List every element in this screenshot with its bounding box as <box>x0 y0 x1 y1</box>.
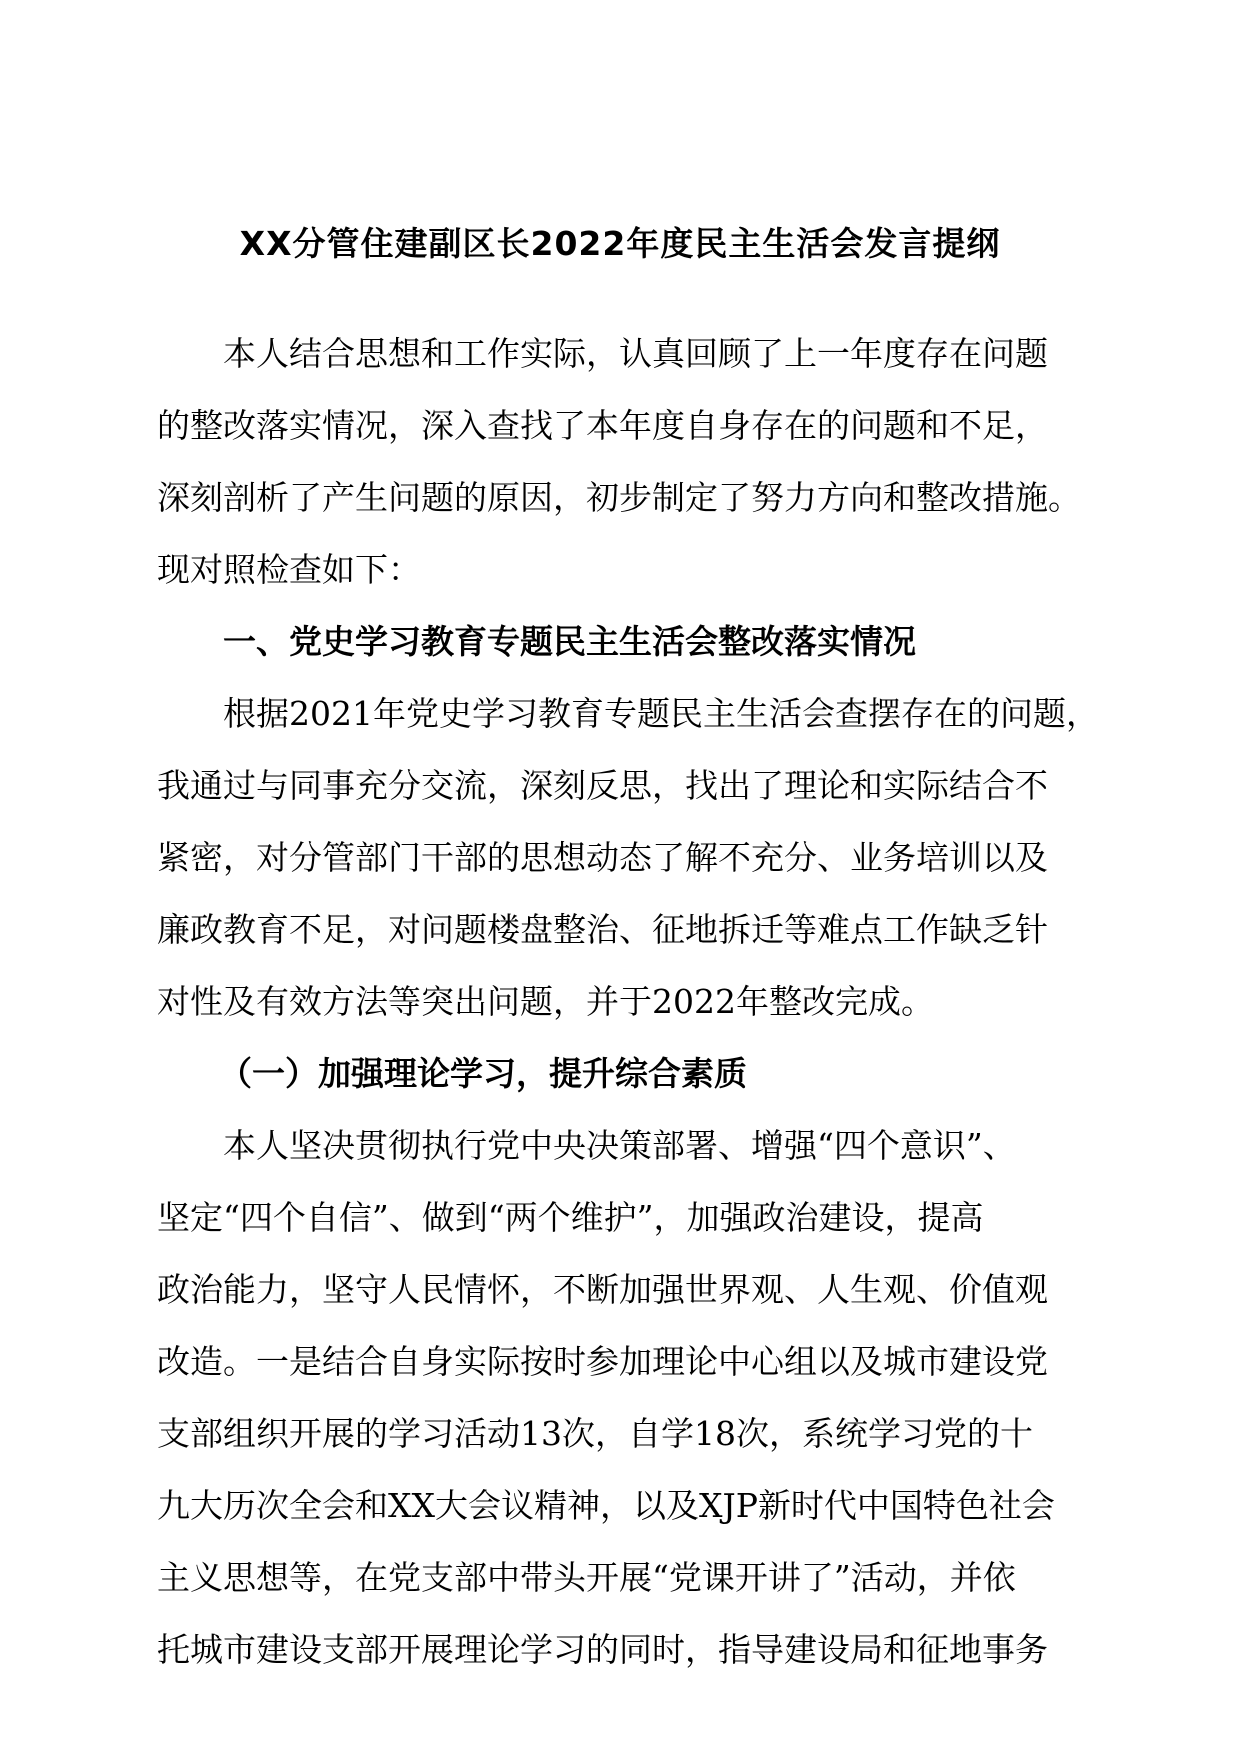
paragraph-line: 紧密，对分管部门干部的思想动态了解不充分、业务培训以及 <box>157 838 1048 877</box>
paragraph-line: 改造。一是结合自身实际按时参加理论中心组以及城市建设党 <box>157 1342 1048 1381</box>
paragraph-line: 九大历次全会和XX大会议精神，以及XJP新时代中国特色社会 <box>157 1486 1055 1525</box>
paragraph-line: 的整改落实情况，深入查找了本年度自身存在的问题和不足， <box>157 406 1048 445</box>
paragraph-line: 本人坚决贯彻执行党中央决策部署、增强“四个意识”、 <box>223 1126 1016 1165</box>
paragraph-line: 主义思想等，在党支部中带头开展“党课开讲了”活动，并依 <box>157 1558 1016 1597</box>
paragraph-line: 坚定“四个自信”、做到“两个维护”，加强政治建设，提高 <box>157 1198 984 1237</box>
paragraph-line: 支部组织开展的学习活动13次，自学18次，系统学习党的十 <box>157 1414 1033 1453</box>
paragraph-line: 托城市建设支部开展理论学习的同时，指导建设局和征地事务 <box>157 1630 1048 1669</box>
section-heading: 一、党史学习教育专题民主生活会整改落实情况 <box>223 622 916 661</box>
paragraph-line: 深刻剖析了产生问题的原因，初步制定了努力方向和整改措施。 <box>157 478 1081 517</box>
paragraph-line: 现对照检查如下： <box>157 550 421 589</box>
paragraph-line: 廉政教育不足，对问题楼盘整治、征地拆迁等难点工作缺乏针 <box>157 910 1048 949</box>
paragraph-line: 对性及有效方法等突出问题，并于2022年整改完成。 <box>157 982 934 1021</box>
paragraph-line: 政治能力，坚守人民情怀，不断加强世界观、人生观、价值观 <box>157 1270 1048 1309</box>
paragraph-line: 根据2021年党史学习教育专题民主生活会查摆存在的问题， <box>223 694 1099 733</box>
document-title: XX分管住建副区长2022年度民主生活会发言提纲 <box>239 224 1001 263</box>
subsection-heading: （一）加强理论学习，提升综合素质 <box>219 1054 747 1093</box>
paragraph-line: 本人结合思想和工作实际，认真回顾了上一年度存在问题 <box>223 334 1048 373</box>
paragraph-line: 我通过与同事充分交流，深刻反思，找出了理论和实际结合不 <box>157 766 1048 805</box>
